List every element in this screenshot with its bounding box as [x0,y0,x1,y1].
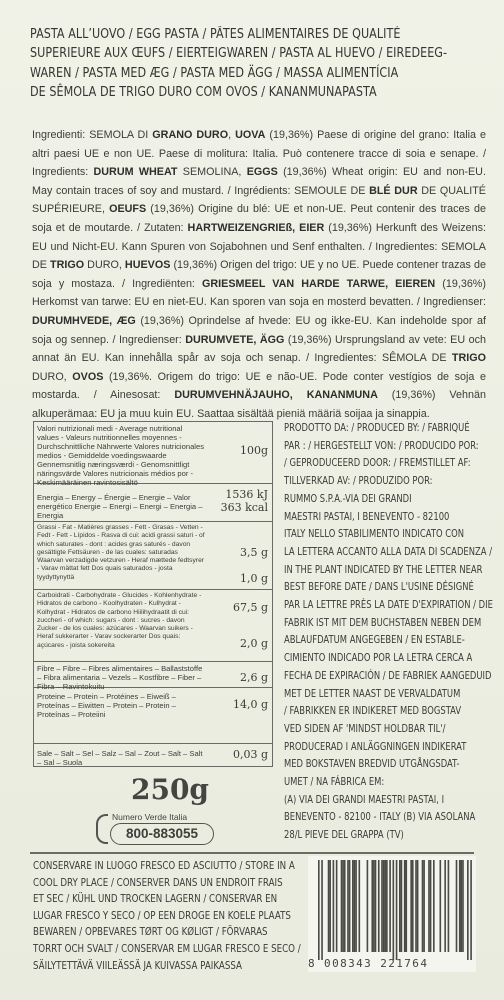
ingredient-text: (19,36%) Wheat origin: EU and non-EU. May contain traces of soy and mustard. / Ingrédients: SEMOULE DE [32,166,486,197]
barcode-bar [467,860,469,960]
allergen-text: UOVA [235,129,266,141]
producer-line: ITALY NELLO STABILIMENTO INDICATO CON [284,528,465,541]
nutrition-row-fat [34,522,272,590]
allergen-text: TRIGO [451,352,486,365]
barcode-bar [347,860,349,952]
producer-line: PAR : / HERGESTELLT VON: / PRODUCIDO POR: [284,439,479,452]
storage-line: CONSERVARE IN LUOGO FRESCO ED ASCIUTTO / STORE IN A [33,860,295,872]
allergen-text: DURUMVEHNÄJAUHO, KANANMUNA [174,389,378,402]
barcode-bar [399,860,401,952]
producer-line: FECHA DE EXPIRACIÓN / DE FABRIEK AANGEDUID [284,669,492,682]
barcode-bar [336,860,338,952]
product-title [30,25,480,102]
producer-info [284,420,493,845]
allergen-text: BLÉ DUR [369,184,418,197]
barcode-bar [352,860,354,952]
barcode-bar [389,860,391,952]
producer-line: BENEVENTO - 82100 - ITALY (B) VIA ASOLANA [284,811,476,824]
barcode-bar [430,860,432,952]
nutrition-label: Proteine – Protein – Protéines – Eiweiß – Proteínas – Eiwitten – Protein – Protein – Proteínas – Proteiini [37,692,176,719]
nutrition-value: 0,03 g [232,748,268,761]
barcode-bar [355,860,357,952]
barcode-bar [412,860,414,952]
nutrition-row-salt [34,744,272,766]
barcode-bar [318,860,320,960]
producer-line: MED BOKSTAVEN BREDVID UTGÅNGSDAT- [284,758,460,771]
nutrition-row-carbohydrate [34,590,272,662]
barcode-bar [384,860,386,952]
storage-line: ET SEC / KÜHL UND TROCKEN LAGERN / CONSERVAR EN [33,893,278,906]
producer-line: IN THE PLANT INDICATED BY THE LETTER NEAR [284,563,483,576]
allergen-text: DURUM WHEAT [93,166,178,179]
producer-line: BEST BEFORE DATE / DANS L'USINE DÉSIGNÉ [284,581,474,594]
barcode-bar [461,860,463,952]
ingredient-text: (19,36%) Origen del trigo: UE y no UE. Puede contener trazas de soja y mostaza. / Ingrediënten: [32,259,486,290]
title-line: WAREN / PASTA MED ÆG / PASTA MED ÄGG / MASSA ALIMENTÍCIA [30,65,399,81]
producer-line: FABRIK IST MIT DEM BUCHSTABEN NEBEN DEM [284,616,482,629]
barcode-bar [433,860,435,952]
ingredient-text: DE QUALITÉ SUPÉRIEURE, [32,184,486,216]
nutrition-value: 67,5 g 2,0 g [232,601,268,650]
barcode-bar [396,860,398,960]
barcode-bar [341,860,343,952]
nutrition-label: Grassi - Fat - Matières grasses - Fett - Grasas - Vetten - Fedt - Fett - Lípidos - Rasva di cui: acidi grassi saturi - of which saturates - dont : acides gras saturés - davon gesättigte Fettsäuren - de las cuales: saturadas Waarvan verzadigde vetzuren - Heraf mættede fedtsyrer - Varav mättat fett Dos quais saturados - josta tyydyttynyttä [37,524,205,581]
barcode-bar [404,860,406,952]
title-line: SUPERIEURE AUX ŒUFS / EIERTEIGWAREN / PASTA AL HUEVO / EIREDEEG- [30,46,448,62]
nutrition-label: Carboidrati - Carbohydrate - Glucides - Kohlenhydrate - Hidratos de carbono - Koolhydraten - Kulhydrat - Kolhydrat - Hidratos de carbono Hiilihydraatit di cui: zuccheri - of which: sugars - dont : sucres - davon Zucker - de los cuales: azúcares - Waarvan suikers - Heraf sukkerarter - Varav sockerarter Dos quais: açúcares - joista sokereita [37,592,202,649]
barcode-bar [344,860,346,952]
nutrition-value: 14,0 g [232,698,268,711]
barcode-digits: 8 008343 221764 [308,957,429,970]
nutrition-value: 3,5 g 1,0 g [239,546,268,585]
storage-line: BEWAREN / OPBEVARES TØRT OG KØLIGT / FÖRVARAS [33,926,268,939]
nutrition-table [33,421,273,767]
storage-instructions [33,858,301,974]
barcode-bar [329,860,331,952]
storage-line: TORRT OCH SVALT / CONSERVAR EM LUGAR FRESCO E SECO / [33,942,301,955]
barcode-bars [308,856,476,960]
ingredient-text: , [228,129,236,141]
section-divider [30,852,474,854]
hotline-number: 800-883055 [110,823,214,845]
producer-line: MAESTRI PASTAI, I BENEVENTO - 82100 [284,510,450,523]
ingredient-text: Ingredienti: SEMOLA DI [32,129,153,141]
nutrition-label: Valori nutrizionali medi - Average nutritional values - Valeurs nutritionnelles moyennes - Durchschnittliche Nährwerte Valores nutricionales medios - Gemiddelde voedingswaarde Gennemsnitlig næringsværdi - Genomsnittligt näringsvärde Valores nutricionais médios por - Keskimääräinen ravintosisältö [37,424,204,487]
producer-line: MET DE LETTER NAAST DE VERVALDATUM [284,687,461,700]
barcode-bar [393,860,395,960]
barcode-bar [423,860,425,952]
barcode-bar [381,860,383,952]
storage-line: SÄILYTETTÄVÄ VIILEÄSSÄ JA KUIVASSA PAIKASSA [33,959,242,972]
barcode-bar [386,860,388,952]
allergen-text: DURUMHVEDE, ÆG [32,314,136,327]
allergen-text: DURUMVETE, ÄGG [185,333,285,346]
ingredient-text: (19,36%) Herkomst van tarwe: EU en niet-EU. Kan sporen van soja en mosterd bevatten. / Ingredienser: [32,277,486,309]
producer-line: / FABRIKKEN ER INDIKERET MED BOGSTAV [284,705,462,718]
producer-line: TILLVERKAD AV: / PRODUZIDO POR: [284,475,433,488]
ingredient-text: (19,36%) Paese di origine del grano: Italia e altri paesi UE e non UE. Paese di molitura: Italia. Può contenere tracce di soia e senape. / Ingredients: [32,129,486,179]
allergen-text: HUEVOS [124,259,171,272]
barcode-bar [462,860,464,952]
nutrition-label: Energia – Energy – Énergie – Energie – Valor energético Energie – Energi – Energi – Energia – Energia [37,493,203,520]
ingredient-text: (19,36%) Oprindelse af hvede: EU og ikke-EU. Kan indeholde spor af soja og sennep. / Ingredienser: [32,314,486,346]
barcode-bar [428,860,430,952]
title-line: PASTA ALL’UOVO / EGG PASTA / PÂTES ALIMENTAIRES DE QUALITÉ [30,27,401,42]
producer-line: UMET / NA FÁBRICA EM: [284,776,385,789]
barcode-bar [456,860,458,952]
nutrition-row-protein [34,688,272,744]
producer-line: PRODUCERAD I ANLÄGGNINGEN INDIKERAT [284,740,467,753]
nutrition-row-header [34,422,272,487]
barcode-bar [328,860,330,952]
ingredient-text: DURO, [32,370,73,383]
nutrition-value: 2,6 g [239,671,268,684]
producer-line: ABLAUFDATUM ANGEGEBEN / EN ESTABLE- [284,634,465,647]
nutrition-label: Sale – Salt – Sel – Salz – Sal – Zout – Salt – Salt – Sal – Suola [37,749,203,767]
barcode-bar [367,860,369,952]
storage-line: LUGAR FRESCO Y SECO / OP EEN DROGE EN KOELE PLAATS [33,909,291,922]
ingredient-text: SEMOLINA, [177,166,247,179]
barcode-bar [459,860,461,952]
nutrition-value: 1536 kJ 363 kcal [220,488,268,514]
barcode-bar [383,860,385,952]
producer-line: RUMMO S.P.A.-VIA DEI GRANDI [284,492,412,505]
barcode-bar [410,860,412,952]
barcode-bar [378,860,380,952]
producer-line: 28/L PIEVE DEL GRAPPA (TV) [284,829,404,842]
ingredient-text: (19,36%) Ursprungsland av vete: EU och annat än EU. Kan innehålla spår av soja och senap. / Ingredientes: SÊMOLA DE [32,333,486,365]
barcode-bar [415,860,417,952]
barcode-bar [470,860,472,960]
ingredient-text: DURO, [84,259,125,272]
ingredient-text: (19,36%) Herkunft des Weizens: EU und Nicht-EU. Kann Spuren von Sojabohnen und Senf enthalten. / Ingredientes: SEMOLA DE [32,221,486,272]
producer-line: / GEPRODUCEERD DOOR: / FREMSTILLET AF: [284,457,471,470]
producer-line: LA LETTERA ACCANTO ALLA DATA DI SCADENZA / [284,545,493,558]
allergen-text: GRIESMEEL VAN HARDE TARWE, EIEREN [202,277,436,290]
ingredient-text: (19,36%. Origem do trigo: UE e não-UE. Pode conter vestígios de soja e mostarda. / Ainesosat: [32,370,486,402]
barcode-bar [444,860,446,952]
nutrition-row-energy [34,484,272,522]
nutrition-label: Fibre – Fibre – Fibres alimentaires – Ballaststoffe – Fibra alimentaria – Vezels – Kostfibre – Fiber – Fibra – Ravintokuitu [37,664,203,691]
nutrition-value: 100g [239,444,268,457]
title-line: DE SÊMOLA DE TRIGO DURO COM OVOS / KANANMUNAPASTA [30,84,377,100]
allergen-text: OVOS [72,370,104,383]
hotline-label: Numero Verde Italia [112,812,188,822]
allergen-text: TRIGO [50,259,85,272]
barcode-bar [333,860,335,952]
barcode-bar [373,860,375,952]
barcode-bar [321,860,323,960]
net-weight: 250g [130,773,210,806]
ingredient-text: (19,36%) Origine du blé: UE et non-UE. Peut contenir des traces de soja et de moutarde. / Zutaten: [32,203,486,234]
barcode-bar [359,860,361,952]
producer-line: VED SIDEN AF 'MINDST HOLDBAR TIL'/ [284,722,446,735]
barcode-bar [422,860,424,952]
storage-line: COOL DRY PLACE / CONSERVER DANS UN ENDROIT FRAIS [33,876,283,889]
hotline-badge [96,810,216,848]
allergen-text: OEUFS [109,203,147,216]
allergen-text: HARTWEIZENGRIEß, EIER [187,221,325,234]
barcode-bar [417,860,419,952]
allergen-text: EGGS [246,166,278,179]
barcode-bar [440,860,442,952]
barcode-bar [448,860,450,952]
producer-line: PAR LA LETTRE PRÈS LA DATE D'EXPIRATION / DIE [284,599,493,612]
barcode [308,856,476,972]
barcode-bar [405,860,407,952]
phone-handset-icon [96,814,108,844]
barcode-bar [349,860,351,952]
barcode-bar [354,860,356,952]
ingredients-text [32,126,486,424]
barcode-bar [371,860,373,952]
barcode-bar [375,860,377,952]
producer-line: PRODOTTO DA: / PRODUCED BY: / FABRIQUÉ [284,422,470,434]
barcode-bar [401,860,403,952]
producer-line: CIMIENTO INDICADO POR LA LETRA CERCA A [284,652,473,665]
barcode-bar [342,860,344,952]
nutrition-row-fibre [34,662,272,691]
producer-line: (A) VIA DEI GRANDI MAESTRI PASTAI, I [284,793,445,806]
ingredient-text: (19,36%) Vehnän alkuperämaa: EU ja muu kuin EU. Saattaa sisältää pieniä määriä soijaa ja sinappia. [32,389,486,420]
allergen-text: GRANO DURO [152,129,229,141]
